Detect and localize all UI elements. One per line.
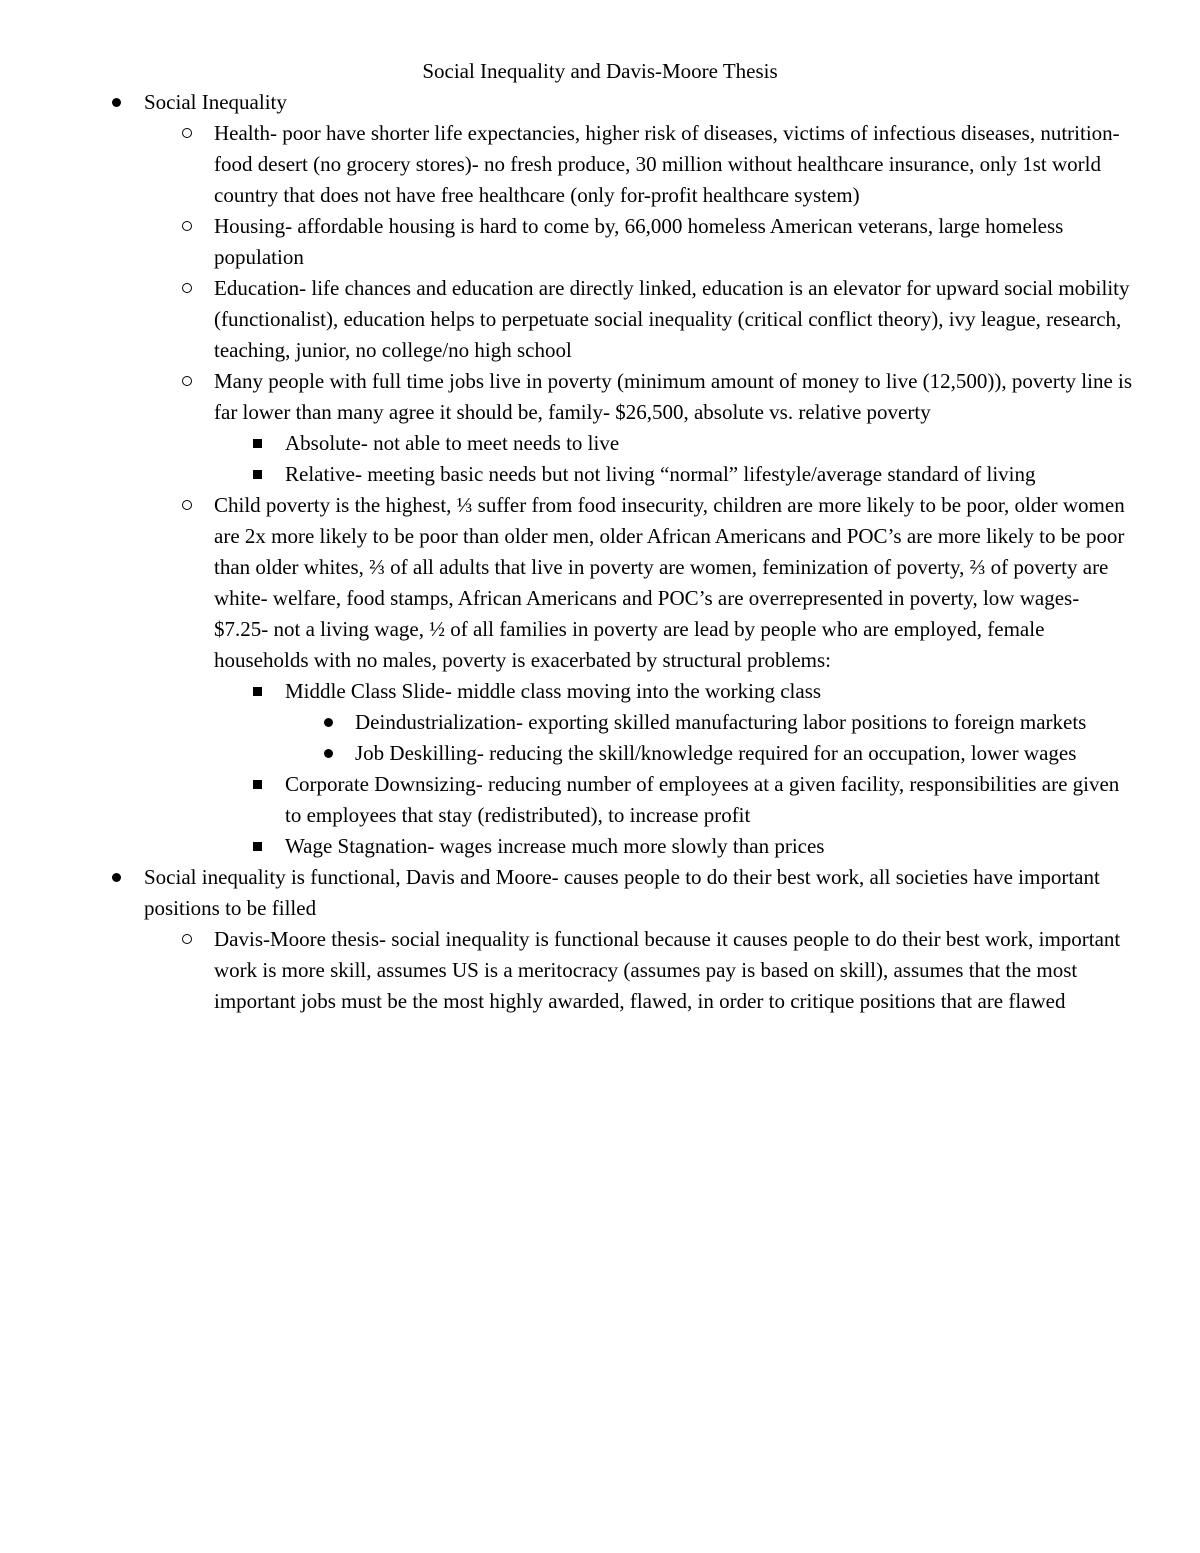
list-item-education	[0, 273, 1200, 366]
list-item-text: Absolute- not able to meet needs to live	[285, 431, 620, 455]
list-item-social-inequality	[0, 87, 1200, 862]
bullet-filled-icon	[324, 718, 333, 727]
sublist	[0, 428, 1200, 490]
list-item-functional	[0, 862, 1200, 1017]
list-item-text: Corporate Downsizing- reducing number of employees at a given facility, responsibilities are given to employees that stay (redistributed), to increase profit	[285, 772, 1120, 827]
bullet-square-icon	[253, 687, 262, 696]
bullet-filled-icon	[324, 749, 333, 758]
list-item-text: Social Inequality	[144, 90, 287, 114]
list-item-text: Education- life chances and education are directly linked, education is an elevator for upward social mobility (functionalist), education helps to perpetuate social inequality (critical conflict theory), ivy league, research, teaching, junior, no college/no high school	[214, 276, 1130, 362]
bullet-square-icon	[253, 842, 262, 851]
list-item-wage-stagnation	[0, 831, 1200, 862]
list-item-child-poverty	[0, 490, 1200, 862]
bullet-square-icon	[253, 439, 262, 448]
bullet-filled-icon	[112, 873, 121, 882]
bullet-filled-icon	[112, 98, 121, 107]
list-item-job-deskilling	[0, 738, 1200, 769]
list-item-corporate-downsizing	[0, 769, 1200, 831]
list-item-text: Middle Class Slide- middle class moving into the working class	[285, 679, 822, 703]
outline-list	[0, 87, 1200, 1017]
list-item-deindustrialization	[0, 707, 1200, 738]
bullet-hollow-icon	[182, 283, 192, 293]
list-item-absolute	[0, 428, 1200, 459]
list-item-text: Health- poor have shorter life expectancies, higher risk of diseases, victims of infectious diseases, nutrition- food desert (no grocery stores)- no fresh produce, 30 million without healthcare insurance, only 1st world country that does not have free healthcare (only for-profit healthcare system)	[214, 121, 1120, 207]
list-item-text: Social inequality is functional, Davis and Moore- causes people to do their best work, all societies have important positions to be filled	[144, 865, 1100, 920]
bullet-hollow-icon	[182, 500, 192, 510]
bullet-hollow-icon	[182, 934, 192, 944]
sublist	[0, 707, 1200, 769]
list-item-health	[0, 118, 1200, 211]
list-item-text: Housing- affordable housing is hard to come by, 66,000 homeless American veterans, large homeless population	[214, 214, 1064, 269]
bullet-square-icon	[253, 470, 262, 479]
list-item-text: Job Deskilling- reducing the skill/knowledge required for an occupation, lower wages	[355, 741, 1077, 765]
list-item-middle-class-slide	[0, 676, 1200, 769]
list-item-text: Many people with full time jobs live in poverty (minimum amount of money to live (12,500)), poverty line is far lower than many agree it should be, family- $26,500, absolute vs. relative poverty	[214, 369, 1133, 424]
document-title: Social Inequality and Davis-Moore Thesis	[422, 59, 778, 83]
bullet-square-icon	[253, 780, 262, 789]
bullet-hollow-icon	[182, 221, 192, 231]
list-item-housing	[0, 211, 1200, 273]
list-item-davis-moore-thesis	[0, 924, 1200, 1017]
sublist	[0, 676, 1200, 862]
list-item-poverty	[0, 366, 1200, 490]
list-item-text: Deindustrialization- exporting skilled manufacturing labor positions to foreign markets	[355, 710, 1087, 734]
list-item-text: Relative- meeting basic needs but not living “normal” lifestyle/average standard of living	[285, 462, 1036, 486]
list-item-text: Davis-Moore thesis- social inequality is functional because it causes people to do their best work, important work is more skill, assumes US is a meritocracy (assumes pay is based on skill), assumes that the most important jobs must be the most highly awarded, flawed, in order to critique positions that are flawed	[214, 927, 1121, 1013]
list-item-text: Wage Stagnation- wages increase much more slowly than prices	[285, 834, 825, 858]
sublist	[0, 118, 1200, 862]
bullet-hollow-icon	[182, 376, 192, 386]
list-item-text: Child poverty is the highest, ⅓ suffer from food insecurity, children are more likely to be poor, older women are 2x more likely to be poor than older men, older African Americans and POC’s are more likely to be poor than older whites, ⅔ of all adults that live in poverty are women, feminization of poverty, ⅔ of poverty are white- welfare, food stamps, African Americans and POC’s are overrepresented in poverty, low wages- $7.25- not a living wage, ½ of all families in poverty are lead by people who are employed, female households with no males, poverty is exacerbated by structural problems:	[214, 493, 1125, 672]
sublist	[0, 924, 1200, 1017]
bullet-hollow-icon	[182, 128, 192, 138]
list-item-relative	[0, 459, 1200, 490]
